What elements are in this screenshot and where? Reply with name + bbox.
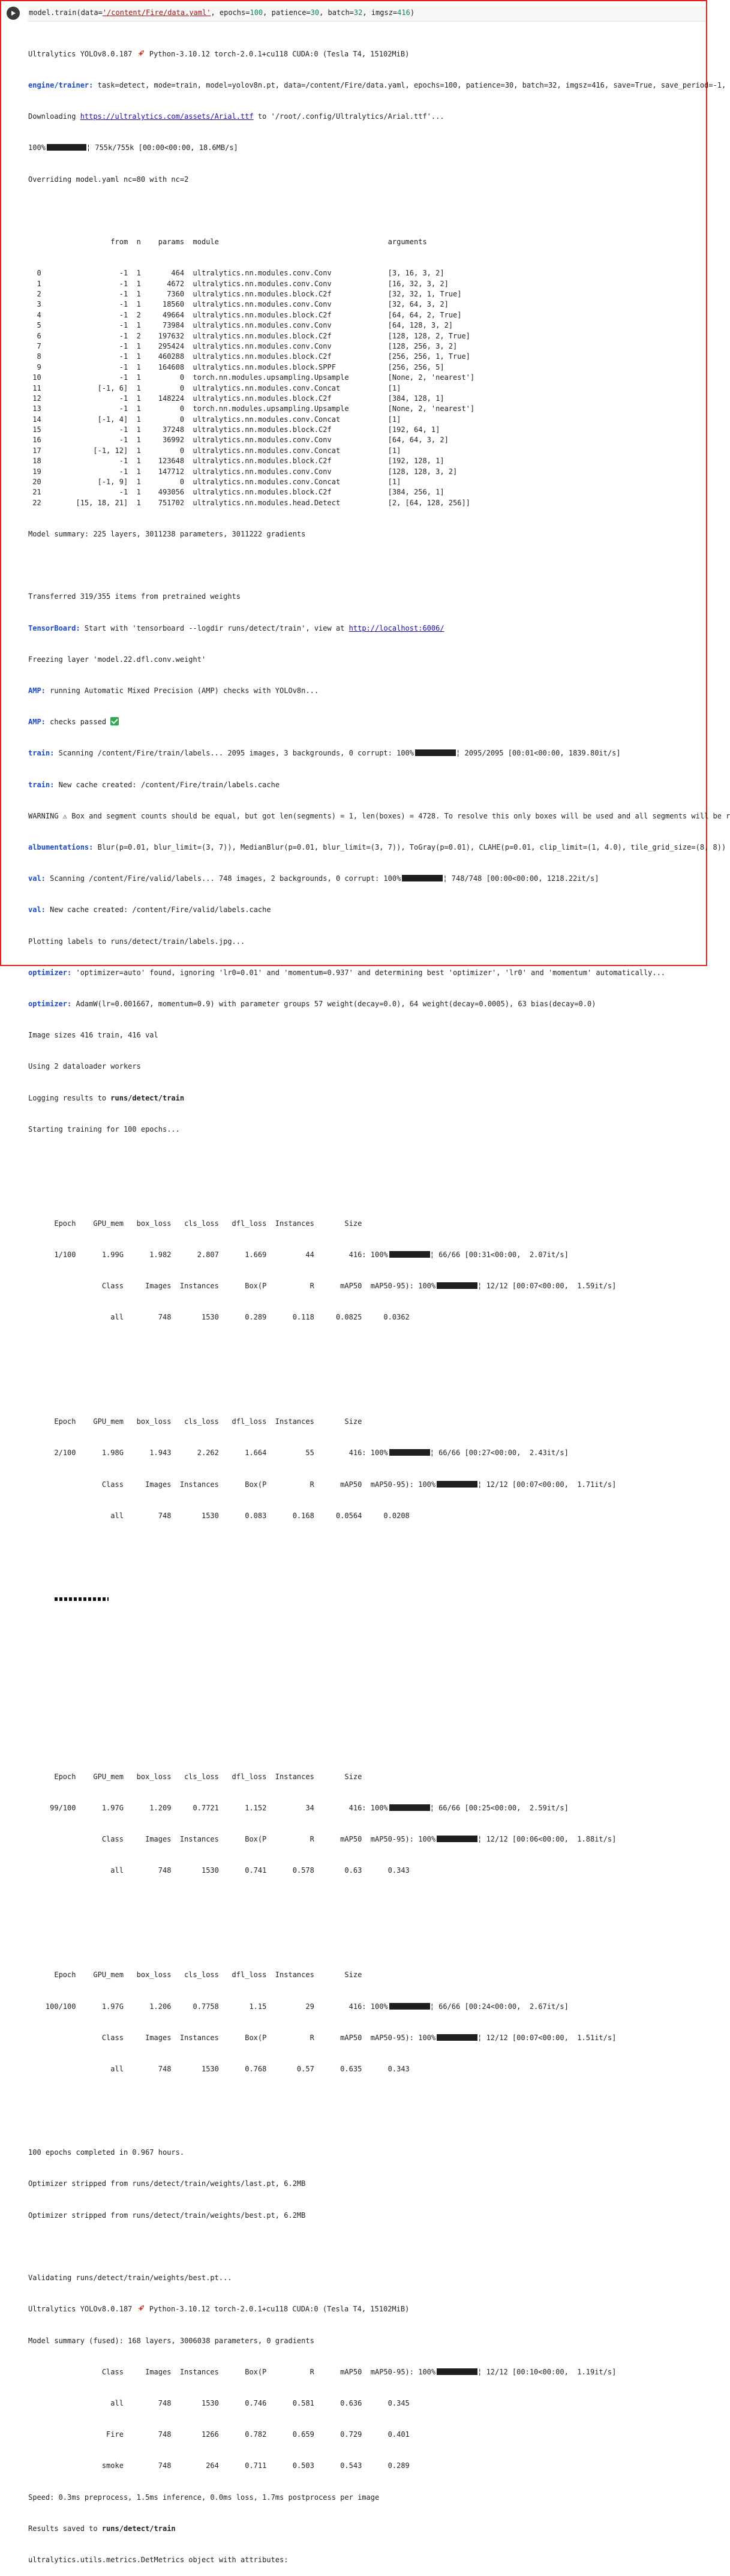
- epoch-block: [28, 1751, 706, 1897]
- log-text: to '/root/.config/Ultralytics/Arial.ttf'...: [253, 112, 444, 121]
- layer-table-header: from n params module arguments: [28, 238, 427, 247]
- tensorboard-line: [28, 623, 706, 634]
- layer-row: 22 [15, 18, 21] 1 751702 ultralytics.nn.modules.head.Detect [2, [64, 128, 256]]: [28, 498, 470, 507]
- progress-bar: [437, 1836, 477, 1842]
- code-data-path: '/content/Fire/data.yaml': [102, 8, 211, 17]
- val-header: Class Images Instances Box(P R mAP50 mAP50-95): 100%: [28, 2033, 436, 2042]
- trainer-line: [28, 80, 726, 91]
- warning-line: WARNING ⚠ Box and segment counts should be equal, but got len(segments) = 1, len(boxes) = 4728. To resolve this only boxes will be used and all segments will be r: [28, 811, 730, 820]
- code-number: 30: [310, 8, 320, 17]
- train-cache-line: [28, 780, 706, 790]
- final-val-row: [28, 2367, 706, 2377]
- val-header: Class Images Instances Box(P R mAP50 mAP50-95): 100%: [28, 1281, 436, 1290]
- dotted-line: [55, 1597, 109, 1601]
- epoch-metrics-row: all 748 1530 0.741 0.578 0.63 0.343: [28, 1866, 410, 1875]
- log-line: Model summary (fused): 168 layers, 3006038 parameters, 0 gradients: [28, 2336, 314, 2345]
- log-line: Freezing layer 'model.22.dfl.conv.weight': [28, 655, 206, 664]
- log-text: Blur(p=0.01, blur_limit=(3, 7)), MedianBlur(p=0.01, blur_limit=(3, 7)), ToGray(p=0.01), CLAHE(p=0.01, clip_limit=(1, 4.0), tile_grid_size=(8, 8)): [93, 843, 726, 852]
- version-text: Ultralytics YOLOv8.0.187: [28, 49, 137, 58]
- progress-bar: [389, 1804, 430, 1811]
- epoch-metrics-row: all 748 1530 0.768 0.57 0.635 0.343: [28, 2065, 410, 2074]
- code-text: , imgsz=: [362, 8, 398, 17]
- run-cell-button[interactable]: [7, 7, 20, 20]
- val-scan-line: [28, 874, 706, 884]
- ellipsis-separator: [28, 1594, 706, 1605]
- code-text: , epochs=: [211, 8, 250, 17]
- final-metrics-smoke: smoke 748 264 0.711 0.503 0.543 0.289: [28, 2461, 410, 2470]
- model-summary: Model summary: 225 layers, 3011238 parameters, 3011222 gradients: [28, 530, 306, 539]
- log-text: Scanning /content/Fire/train/labels... 2095 images, 3 backgrounds, 0 corrupt: 100%: [54, 749, 414, 758]
- log-key: albumentations:: [28, 843, 94, 852]
- epoch-stats: 100/100 1.97G 1.206 0.7758 1.15 29 416: 100%: [28, 2002, 388, 2011]
- log-line: Using 2 dataloader workers: [28, 1062, 141, 1071]
- log-text: 'optimizer=auto' found, ignoring 'lr0=0.01' and 'momentum=0.937' and determining best 'optimizer', 'lr0' and 'momentum' automatically...: [71, 968, 670, 977]
- epoch-val-row: [28, 2033, 706, 2043]
- layer-row: 14 [-1, 4] 1 0 ultralytics.nn.modules.conv.Concat [1]: [28, 415, 401, 424]
- log-text: Start with 'tensorboard --logdir runs/detect/train', view at: [80, 623, 349, 632]
- code-text: , batch=: [319, 8, 354, 17]
- log-line: Plotting labels to runs/detect/train/labels.jpg...: [28, 937, 250, 946]
- progress-text: ¦ 66/66 [00:25<00:00, 2.59it/s]: [429, 1804, 569, 1813]
- version-line: [28, 2304, 706, 2314]
- log-text: New cache created: /content/Fire/train/labels.cache: [54, 780, 280, 789]
- log-key: AMP:: [28, 686, 46, 695]
- code-editor[interactable]: [28, 7, 706, 22]
- layer-row: 19 -1 1 147712 ultralytics.nn.modules.conv.Conv [128, 128, 3, 2]: [28, 467, 458, 476]
- epoch-val-row: [28, 1834, 706, 1845]
- version-line: [28, 49, 706, 59]
- log-line: Optimizer stripped from runs/detect/train/weights/last.pt, 6.2MB: [28, 2179, 306, 2188]
- layer-row: 20 [-1, 9] 1 0 ultralytics.nn.modules.conv.Concat [1]: [28, 478, 401, 487]
- layer-row: 15 -1 1 37248 ultralytics.nn.modules.block.C2f [192, 64, 1]: [28, 425, 440, 434]
- log-key: optimizer:: [28, 1000, 72, 1009]
- log-key: optimizer:: [28, 968, 72, 977]
- log-text: Logging results to: [28, 1093, 111, 1102]
- version-text: Python-3.10.12 torch-2.0.1+cu118 CUDA:0 (Tesla T4, 15102MiB): [145, 49, 410, 58]
- progress-text: ¦ 748/748 [00:00<00:00, 1218.22it/s]: [443, 874, 599, 883]
- layer-row: 0 -1 1 464 ultralytics.nn.modules.conv.Conv [3, 16, 3, 2]: [28, 269, 444, 278]
- log-key: AMP:: [28, 718, 46, 727]
- epoch-metrics-row: all 748 1530 0.289 0.118 0.0825 0.0362: [28, 1313, 410, 1322]
- epoch-block: [28, 1950, 706, 2096]
- epoch-train-row: [28, 1803, 706, 1813]
- code-text: model.train(data=: [29, 8, 103, 17]
- log-line: Transferred 319/355 items from pretrained weights: [28, 592, 241, 601]
- log-text: task=detect, mode=train, model=yolov8n.pt, data=/content/Fire/data.yaml, epochs=100, patience=30, batch=32, imgsz=416, save=True, save_period=-1,: [93, 81, 726, 90]
- epoch-metrics-row: all 748 1530 0.083 0.168 0.0564 0.0208: [28, 1511, 410, 1520]
- layer-row: 10 -1 1 0 torch.nn.modules.upsampling.Upsample [None, 2, 'nearest']: [28, 373, 475, 382]
- progress-text: ¦ 66/66 [00:31<00:00, 2.07it/s]: [429, 1250, 569, 1259]
- epoch-header: Epoch GPU_mem box_loss cls_loss dfl_loss Instances Size: [28, 1971, 362, 1980]
- val-header: Class Images Instances Box(P R mAP50 mAP50-95): 100%: [28, 1480, 436, 1489]
- log-text: Scanning /content/Fire/valid/labels... 748 images, 2 backgrounds, 0 corrupt: 100%: [45, 874, 401, 883]
- progress-bar: [389, 2003, 430, 2010]
- progress-text: ¦ 2095/2095 [00:01<00:00, 1839.80it/s]: [456, 749, 621, 758]
- override-line: Overriding model.yaml nc=80 with nc=2: [28, 175, 189, 184]
- progress-text: ¦ 12/12 [00:07<00:00, 1.59it/s]: [477, 1281, 617, 1290]
- log-text: New cache created: /content/Fire/valid/labels.cache: [45, 905, 271, 914]
- progress-bar: [437, 1282, 477, 1289]
- results-path: runs/detect/train: [110, 1093, 185, 1102]
- epoch-val-row: [28, 1480, 706, 1490]
- progress-bar: [402, 875, 443, 881]
- albumentations-line: [28, 842, 726, 853]
- epoch-train-row: [28, 1250, 706, 1260]
- log-text: checks passed: [45, 718, 111, 727]
- progress-bar: [437, 2034, 477, 2041]
- layer-table: [28, 268, 706, 508]
- rocket-icon: [137, 2304, 145, 2313]
- epoch-block: [28, 1198, 706, 1344]
- progress-bar: [437, 2368, 477, 2375]
- final-metrics-all: all 748 1530 0.746 0.581 0.636 0.345: [28, 2398, 410, 2407]
- epoch-header: Epoch GPU_mem box_loss cls_loss dfl_loss Instances Size: [28, 1219, 362, 1228]
- progress-text: ¦ 12/12 [00:07<00:00, 1.51it/s]: [477, 2033, 617, 2042]
- checkmark-icon: [110, 717, 119, 725]
- layer-row: 17 [-1, 12] 1 0 ultralytics.nn.modules.conv.Concat [1]: [28, 446, 401, 455]
- play-icon: [10, 10, 16, 16]
- progress-text: ¦ 12/12 [00:07<00:00, 1.71it/s]: [477, 1480, 617, 1489]
- layer-row: 6 -1 2 197632 ultralytics.nn.modules.block.C2f [128, 128, 2, True]: [28, 331, 470, 340]
- progress-text: ¦ 12/12 [00:10<00:00, 1.19it/s]: [477, 2367, 617, 2376]
- epoch-stats: 99/100 1.97G 1.209 0.7721 1.152 34 416: 100%: [28, 1804, 388, 1813]
- log-key: train:: [28, 780, 55, 789]
- log-key: train:: [28, 749, 55, 758]
- font-download-link[interactable]: https://ultralytics.com/assets/Arial.ttf: [80, 112, 254, 121]
- epoch-stats: 2/100 1.98G 1.943 2.262 1.664 55 416: 100%: [28, 1449, 388, 1458]
- layer-row: 3 -1 1 18560 ultralytics.nn.modules.conv.Conv [32, 64, 3, 2]: [28, 300, 449, 309]
- layer-row: 1 -1 1 4672 ultralytics.nn.modules.conv.Conv [16, 32, 3, 2]: [28, 279, 449, 288]
- layer-row: 5 -1 1 73984 ultralytics.nn.modules.conv.Conv [64, 128, 3, 2]: [28, 321, 453, 330]
- layer-row: 16 -1 1 36992 ultralytics.nn.modules.conv.Conv [64, 64, 3, 2]: [28, 436, 449, 445]
- layer-row: 4 -1 2 49664 ultralytics.nn.modules.block.C2f [64, 64, 2, True]: [28, 310, 462, 319]
- progress-bar: [437, 1481, 477, 1488]
- version-text: Python-3.10.12 torch-2.0.1+cu118 CUDA:0 (Tesla T4, 15102MiB): [145, 2305, 410, 2314]
- train-scan-line: [28, 748, 706, 758]
- layer-row: 9 -1 1 164608 ultralytics.nn.modules.block.SPPF [256, 256, 5]: [28, 362, 444, 371]
- epoch-val-row: [28, 1281, 706, 1291]
- layer-row: 21 -1 1 493056 ultralytics.nn.modules.block.C2f [384, 256, 1]: [28, 488, 444, 497]
- progress-bar: [389, 1449, 430, 1456]
- optimizer-line: [28, 968, 706, 978]
- log-line: Starting training for 100 epochs...: [28, 1124, 180, 1133]
- amp-line: [28, 686, 706, 696]
- rocket-icon: [137, 49, 145, 58]
- layer-row: 13 -1 1 0 torch.nn.modules.upsampling.Upsample [None, 2, 'nearest']: [28, 404, 475, 413]
- code-text: , patience=: [263, 8, 311, 17]
- code-number: 32: [353, 8, 363, 17]
- progress-text: ¦ 66/66 [00:24<00:00, 2.67it/s]: [429, 2002, 569, 2011]
- logging-line: [28, 1093, 706, 1103]
- amp-line: [28, 717, 706, 727]
- log-line: Optimizer stripped from runs/detect/train/weights/best.pt, 6.2MB: [28, 2211, 306, 2220]
- progress-percent: 100%: [28, 143, 46, 152]
- download-progress-line: [28, 143, 706, 153]
- epoch-train-row: [28, 2002, 706, 2012]
- progress-text: ¦ 755k/755k [00:00<00:00, 18.6MB/s]: [86, 143, 238, 152]
- tensorboard-link[interactable]: http://localhost:6006/: [349, 623, 444, 632]
- log-key: engine/trainer:: [28, 81, 94, 90]
- log-line: Validating runs/detect/train/weights/best.pt...: [28, 2274, 232, 2283]
- progress-bar: [415, 749, 456, 756]
- code-cell-input[interactable]: [1, 1, 706, 24]
- progress-bar: [389, 1251, 430, 1258]
- layer-row: 12 -1 1 148224 ultralytics.nn.modules.block.C2f [384, 128, 1]: [28, 394, 444, 403]
- log-line: Image sizes 416 train, 416 val: [28, 1031, 158, 1040]
- log-text: Results saved to: [28, 2524, 102, 2533]
- version-text: Ultralytics YOLOv8.0.187: [28, 2305, 137, 2314]
- progress-text: ¦ 66/66 [00:27<00:00, 2.43it/s]: [429, 1449, 569, 1458]
- progress-text: ¦ 12/12 [00:06<00:00, 1.88it/s]: [477, 1835, 617, 1844]
- log-text: AdamW(lr=0.001667, momentum=0.9) with parameter groups 57 weight(decay=0.0), 64 weight(decay=0.0005), 63 bias(decay=0.0): [71, 1000, 596, 1009]
- layer-row: 2 -1 1 7360 ultralytics.nn.modules.block.C2f [32, 32, 1, True]: [28, 290, 462, 299]
- results-line: [28, 2524, 706, 2534]
- log-line: Speed: 0.3ms preprocess, 1.5ms inference, 0.0ms loss, 1.7ms postprocess per image: [28, 2493, 380, 2502]
- log-text: running Automatic Mixed Precision (AMP) checks with YOLOv8n...: [45, 686, 319, 695]
- epoch-block: [28, 1396, 706, 1542]
- final-metrics-fire: Fire 748 1266 0.782 0.659 0.729 0.401: [28, 2430, 410, 2439]
- log-text: Downloading: [28, 112, 80, 121]
- epoch-header: Epoch GPU_mem box_loss cls_loss dfl_loss Instances Size: [28, 1772, 362, 1781]
- code-number: 416: [397, 8, 410, 17]
- log-key: val:: [28, 874, 46, 883]
- layer-row: 7 -1 1 295424 ultralytics.nn.modules.conv.Conv [128, 256, 3, 2]: [28, 341, 458, 350]
- results-path: runs/detect/train: [101, 2524, 176, 2533]
- epoch-header: Epoch GPU_mem box_loss cls_loss dfl_loss Instances Size: [28, 1417, 362, 1426]
- log-line: 100 epochs completed in 0.967 hours.: [28, 2148, 185, 2157]
- progress-bar: [47, 144, 86, 151]
- log-key: val:: [28, 905, 46, 914]
- val-cache-line: [28, 905, 706, 915]
- download-line: [28, 112, 706, 122]
- layer-row: 11 [-1, 6] 1 0 ultralytics.nn.modules.conv.Concat [1]: [28, 383, 401, 392]
- val-header: Class Images Instances Box(P R mAP50 mAP50-95): 100%: [28, 2367, 436, 2376]
- cell-output: [28, 28, 730, 2564]
- optimizer-line: [28, 999, 706, 1009]
- code-text: ): [410, 8, 415, 17]
- epoch-stats: 1/100 1.99G 1.982 2.807 1.669 44 416: 100%: [28, 1250, 388, 1259]
- log-key: TensorBoard:: [28, 623, 80, 632]
- epoch-train-row: [28, 1448, 706, 1458]
- log-line: ultralytics.utils.metrics.DetMetrics object with attributes:: [28, 2555, 289, 2564]
- layer-row: 18 -1 1 123648 ultralytics.nn.modules.block.C2f [192, 128, 1]: [28, 457, 444, 466]
- layer-row: 8 -1 1 460288 ultralytics.nn.modules.block.C2f [256, 256, 1, True]: [28, 352, 470, 361]
- code-number: 100: [250, 8, 263, 17]
- val-header: Class Images Instances Box(P R mAP50 mAP50-95): 100%: [28, 1835, 436, 1844]
